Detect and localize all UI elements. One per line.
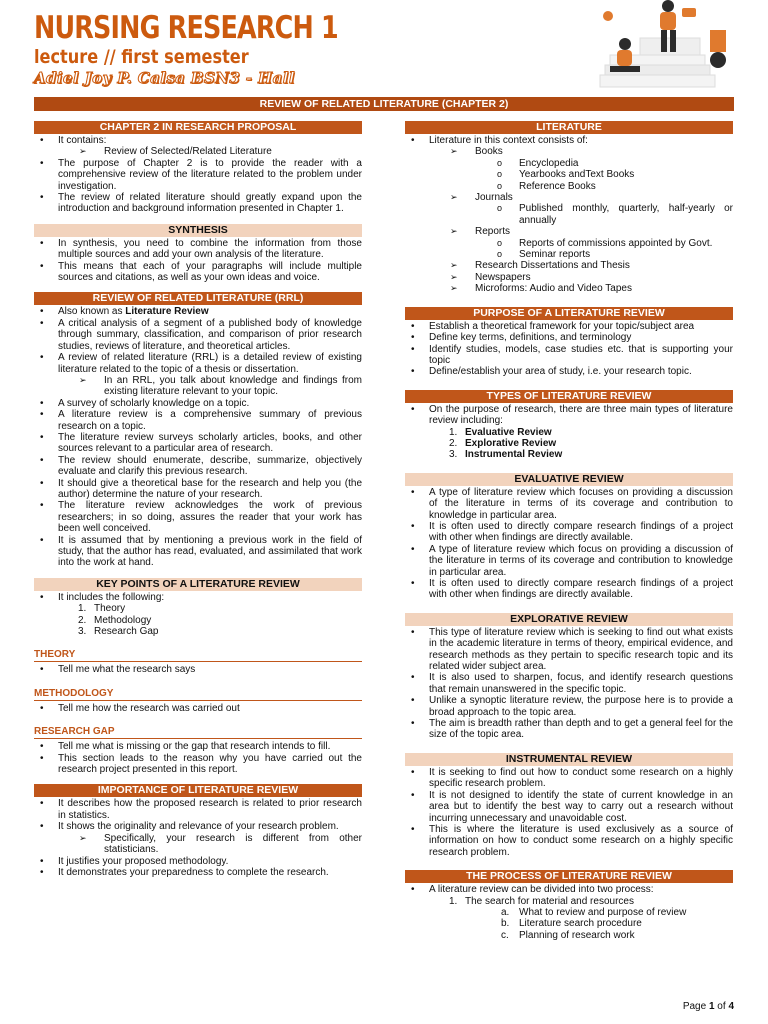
list-item: • Literature in this context consists of: <box>405 135 733 146</box>
list-item <box>405 930 733 941</box>
list-item: ➢ In an RRL, you talk about knowledge and findings from existing literature relevant to your topic. <box>34 375 362 398</box>
subheader-methodology: METHODOLOGY <box>34 688 362 701</box>
list-item: ➢ Specifically, your research is different from other statisticians. <box>34 833 362 856</box>
list-item: • It is often used to directly compare research findings of a project with other when findings are directly available. <box>405 578 733 601</box>
list-item-text: Methodology <box>94 614 152 626</box>
section-header-types: TYPES OF LITERATURE REVIEW <box>405 390 733 403</box>
list-item <box>34 615 362 626</box>
list-item: • Unlike a synoptic literature review, the purpose here is to provide a broad approach to the topic area. <box>405 695 733 718</box>
section-header-chapter2: CHAPTER 2 IN RESEARCH PROPOSAL <box>34 121 362 134</box>
list-letter: c. <box>501 929 509 941</box>
page-of: of <box>714 1001 729 1012</box>
list-item: • It shows the originality and relevance of your research problem. <box>34 821 362 832</box>
page-total: 4 <box>728 1001 734 1012</box>
author-line: Adiel Joy P. Calsa BSN3 - Hall <box>34 69 295 87</box>
list-item-text: Literature search procedure <box>519 918 642 930</box>
list-item: • The literature review acknowledges the work of previous researchers; in so doing, assures the reader that your work has been well conceived. <box>34 500 362 534</box>
section-header-explorative: EXPLORATIVE REVIEW <box>405 613 733 626</box>
list-item: • Identify studies, models, case studies etc. that is supporting your topic <box>405 344 733 367</box>
section-header-instrumental: INSTRUMENTAL REVIEW <box>405 753 733 766</box>
list-item: • A literature review is a comprehensive summary of previous research on a topic. <box>34 409 362 432</box>
list-item-bold: Explorative Review <box>465 437 557 449</box>
list-item: ➢ Review of Selected/Related Literature <box>34 146 362 157</box>
list-item <box>405 438 733 449</box>
list-item: • It is assumed that by mentioning a previous work in the field of study, that the author has read, evaluated, and assimilated that work into the work at hand. <box>34 535 362 569</box>
list-item-text: Research Gap <box>94 626 159 638</box>
list-letter: a. <box>501 906 510 918</box>
list-item: • This section leads to the reason why you have carried out the research project presented in this report. <box>34 753 362 776</box>
list-item: • The literature review surveys scholarly articles, books, and other sources relevant to a particular area of research. <box>34 432 362 455</box>
list-item: o Encyclopedia <box>405 158 733 169</box>
page-current: 1 <box>708 1001 715 1012</box>
list-item-bold: Instrumental Review <box>465 449 563 461</box>
list-item: • Define/establish your area of study, i.e. your research topic. <box>405 366 733 377</box>
page-label: Page <box>682 1001 709 1012</box>
list-item: o Yearbooks andText Books <box>405 169 733 180</box>
list-item <box>34 626 362 637</box>
list-item: • It is not designed to identify the state of current knowledge in an area but to identify the best way to carry out a research without incurring unnecessary and unavoidable cost. <box>405 790 733 824</box>
list-item: • In synthesis, you need to combine the information from those multiple sources and add your own analysis of the literature. <box>34 238 362 261</box>
list-item <box>405 427 733 438</box>
left-column <box>34 121 362 878</box>
list-item: ➢ Newspapers <box>405 272 733 283</box>
subheader-research-gap: RESEARCH GAP <box>34 726 362 739</box>
section-header-synthesis: SYNTHESIS <box>34 224 362 237</box>
list-item: • A critical analysis of a segment of a published body of knowledge through summary, classification, and comparison of prior research studies, reviews of literature, and theoretical articles. <box>34 318 362 352</box>
list-item: • This is where the literature is used exclusively as a source of information on how to conduct some research on a highly specific research problem. <box>405 824 733 858</box>
list-item: • It demonstrates your preparedness to complete the research. <box>34 867 362 878</box>
list-item <box>34 306 362 317</box>
list-item: ➢ Journals <box>405 192 733 203</box>
list-item: ➢ Research Dissertations and Thesis <box>405 260 733 271</box>
list-item-text: Theory <box>94 603 126 615</box>
section-header-rrl: REVIEW OF RELATED LITERATURE (RRL) <box>34 292 362 305</box>
list-item: • A review of related literature (RRL) is a detailed review of existing literature related to the topic of a thesis or dissertation. <box>34 352 362 375</box>
list-item: • It includes the following: <box>34 592 362 603</box>
section-header-key-points: KEY POINTS OF A LITERATURE REVIEW <box>34 578 362 591</box>
list-item: • This type of literature review which is seeking to find out what exists in the academic literature in terms of theory, empirical evidence, and research methods as they pertain to specific research topic and its related wider subject area. <box>405 627 733 673</box>
list-number: 1. <box>78 603 87 615</box>
list-item-text: Also known as <box>58 306 126 318</box>
list-item: • The purpose of Chapter 2 is to provide the reader with a comprehensive review of the literature related to the problem under investigation. <box>34 158 362 192</box>
list-item <box>405 907 733 918</box>
list-number: 2. <box>78 614 87 626</box>
list-item <box>34 603 362 614</box>
list-number: 2. <box>449 437 458 449</box>
list-item: • Tell me what the research says <box>34 664 362 675</box>
list-item: o Seminar reports <box>405 249 733 260</box>
list-number: 1. <box>449 426 458 438</box>
list-item: o Reports of commissions appointed by Govt. <box>405 238 733 249</box>
list-item: • On the purpose of research, there are three main types of literature review including: <box>405 404 733 427</box>
section-header-evaluative: EVALUATIVE REVIEW <box>405 473 733 486</box>
list-item: • It justifies your proposed methodology. <box>34 856 362 867</box>
page-subtitle: lecture // first semester <box>34 46 249 68</box>
list-item: ➢ Microforms: Audio and Video Tapes <box>405 283 733 294</box>
list-item: • The review of related literature should greatly expand upon the introduction and background information presented in Chapter 1. <box>34 192 362 215</box>
list-item <box>405 896 733 907</box>
list-number: 1. <box>449 895 458 907</box>
list-item: • It contains: <box>34 135 362 146</box>
list-item: • Tell me how the research was carried out <box>34 703 362 714</box>
list-item: • The aim is breadth rather than depth and to get a general feel for the size of the topic area. <box>405 718 733 741</box>
list-item: • A literature review can be divided into two process: <box>405 884 733 895</box>
list-item: • Tell me what is missing or the gap that research intends to fill. <box>34 741 362 752</box>
list-item-text: What to review and purpose of review <box>519 906 687 918</box>
list-item: • A survey of scholarly knowledge on a topic. <box>34 398 362 409</box>
list-item: o Published monthly, quarterly, half-yearly or annually <box>405 203 733 226</box>
section-header-literature: LITERATURE <box>405 121 733 134</box>
main-section-title: REVIEW OF RELATED LITERATURE (CHAPTER 2) <box>34 97 734 111</box>
list-item: • It is also used to sharpen, focus, and identify research questions that remain unanswered in the specific topic. <box>405 672 733 695</box>
list-item: ➢ Reports <box>405 226 733 237</box>
section-header-purpose: PURPOSE OF A LITERATURE REVIEW <box>405 307 733 320</box>
list-item: • A type of literature review which focuses on providing a discussion of the literature in terms of its coverage and contribution to knowledge in particular area. <box>405 487 733 521</box>
list-item: • This means that each of your paragraphs will include multiple sources and citations, as well as your own ideas and voice. <box>34 261 362 284</box>
list-item: • Establish a theoretical framework for your topic/subject area <box>405 321 733 332</box>
subheader-theory: THEORY <box>34 649 362 662</box>
list-item: • It should give a theoretical base for the research and help you (the author) determine the nature of your research. <box>34 478 362 501</box>
section-header-process: THE PROCESS OF LITERATURE REVIEW <box>405 870 733 883</box>
list-item: ➢ Books <box>405 146 733 157</box>
list-item: • It describes how the proposed research is related to prior research in statistics. <box>34 798 362 821</box>
right-column <box>405 121 733 941</box>
section-header-importance: IMPORTANCE OF LITERATURE REVIEW <box>34 784 362 797</box>
list-item <box>405 918 733 929</box>
list-item: o Reference Books <box>405 181 733 192</box>
list-item-bold: Evaluative Review <box>465 426 552 438</box>
list-item-bold: Literature Review <box>125 306 209 318</box>
page-title: NURSING RESEARCH 1 <box>34 10 338 46</box>
list-item-text: The search for material and resources <box>465 895 634 907</box>
list-item: • Define key terms, definitions, and terminology <box>405 332 733 343</box>
list-letter: b. <box>501 918 510 930</box>
list-item-text: Planning of research work <box>519 929 635 941</box>
list-item: • It is often used to directly compare research findings of a project with other when findings are directly available. <box>405 521 733 544</box>
list-item: • The review should enumerate, describe, summarize, objectively evaluate and clarify this previous research. <box>34 455 362 478</box>
list-item <box>405 449 733 460</box>
list-number: 3. <box>78 626 87 638</box>
list-item: • A type of literature review which focus on providing a discussion of the literature in terms of its coverage and contribution to knowledge in particular area. <box>405 544 733 578</box>
list-item: • It is seeking to find out how to conduct some research on a highly specific research problem. <box>405 767 733 790</box>
list-number: 3. <box>449 449 458 461</box>
page-number <box>683 1001 734 1012</box>
study-illustration <box>570 0 740 95</box>
